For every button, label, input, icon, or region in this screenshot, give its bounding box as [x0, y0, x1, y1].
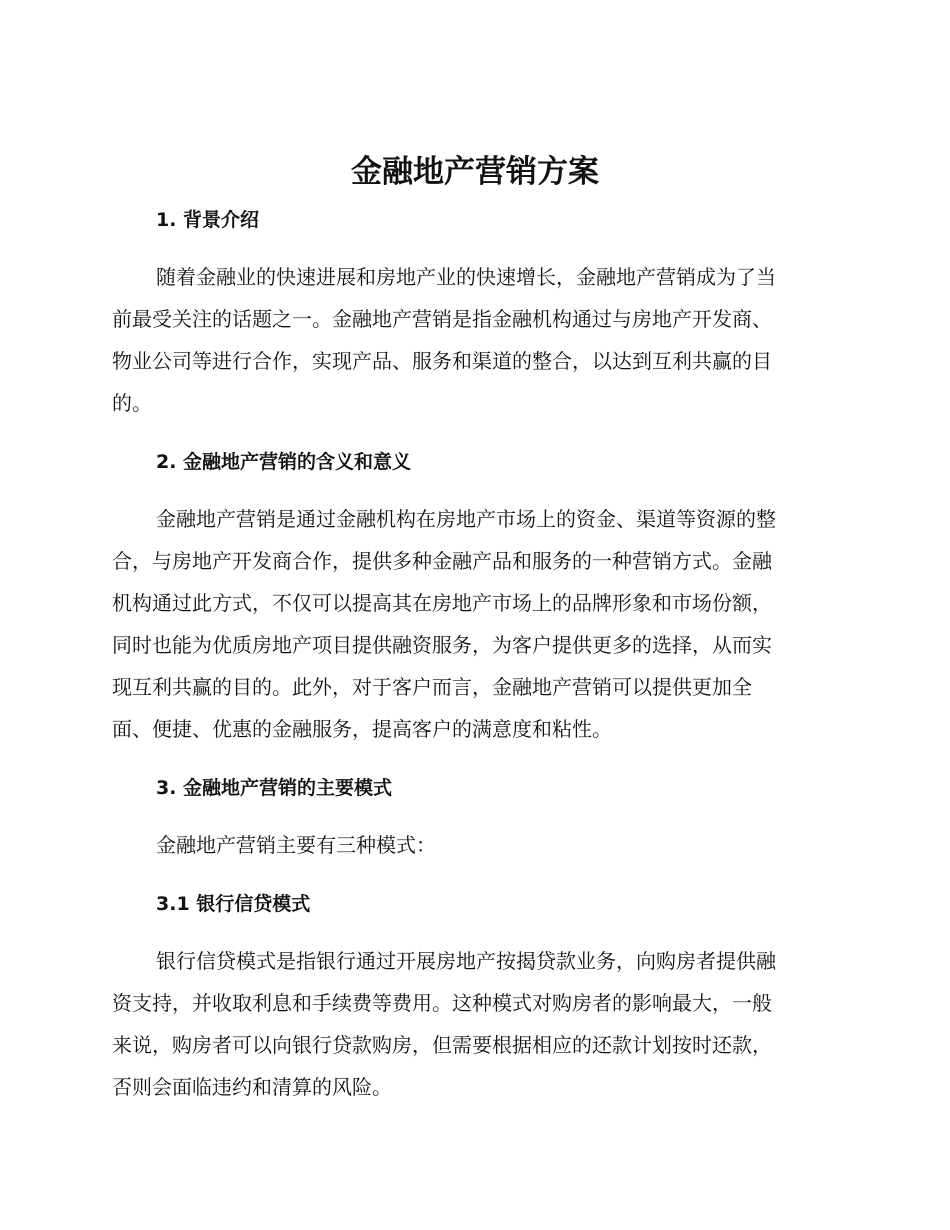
section-heading-3-1: 3.1 银行信贷模式 [156, 893, 311, 915]
paragraph-line: 同时也能为优质房地产项目提供融资服务，为客户提供更多的选择，从而实 [112, 633, 772, 657]
paragraph-line: 随着金融业的快速进展和房地产业的快速增长，金融地产营销成为了当 [156, 265, 776, 289]
paragraph-line: 面、便捷、优惠的金融服务，提高客户的满意度和粘性。 [112, 717, 612, 741]
paragraph-line: 金融地产营销是通过金融机构在房地产市场上的资金、渠道等资源的整 [156, 507, 776, 531]
paragraph-line: 物业公司等进行合作，实现产品、服务和渠道的整合，以达到互利共赢的目 [112, 349, 772, 373]
document-body [112, 202, 832, 1108]
section-paragraph-1 [112, 256, 832, 424]
paragraph-line: 的。 [112, 391, 152, 415]
paragraph-line: 来说，购房者可以向银行贷款购房，但需要根据相应的还款计划按时还款， [112, 1033, 772, 1057]
paragraph-line: 前最受关注的话题之一。金融地产营销是指金融机构通过与房地产开发商、 [112, 307, 772, 331]
section-heading-3: 3. 金融地产营销的主要模式 [156, 777, 393, 799]
paragraph-line: 现互利共赢的目的。此外，对于客户而言，金融地产营销可以提供更加全 [112, 675, 752, 699]
paragraph-line: 资支持，并收取利息和手续费等费用。这种模式对购房者的影响最大，一般 [112, 991, 772, 1015]
section-paragraph-2 [112, 498, 832, 750]
section-paragraph-3 [112, 824, 832, 866]
paragraph-line: 机构通过此方式，不仅可以提高其在房地产市场上的品牌形象和市场份额， [112, 591, 772, 615]
paragraph-line: 合，与房地产开发商合作，提供多种金融产品和服务的一种营销方式。金融 [112, 549, 772, 573]
section-paragraph-3-1 [112, 940, 832, 1108]
section-heading-2: 2. 金融地产营销的含义和意义 [156, 451, 412, 473]
paragraph-line: 否则会面临违约和清算的风险。 [112, 1075, 392, 1099]
paragraph-line: 银行信贷模式是指银行通过开展房地产按揭贷款业务，向购房者提供融 [156, 949, 776, 973]
section-heading-1: 1. 背景介绍 [156, 209, 260, 231]
paragraph-line: 金融地产营销主要有三种模式： [156, 833, 436, 857]
document-title: 金融地产营销方案 [351, 154, 599, 190]
